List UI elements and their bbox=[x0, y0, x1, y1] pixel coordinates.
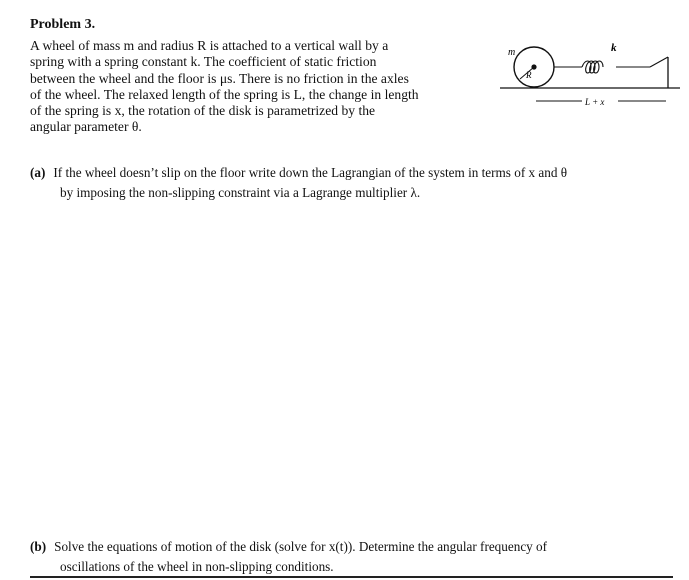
statement-line: of the spring is x, the rotation of the disk is parametrized by the bbox=[30, 103, 376, 119]
part-a-line-1 bbox=[30, 163, 670, 183]
problem-title: Problem 3. bbox=[30, 17, 96, 32]
wheel-spring-diagram bbox=[490, 35, 689, 115]
part-a bbox=[30, 163, 670, 203]
problem-statement bbox=[30, 38, 500, 136]
part-b-text-1: Solve the equations of motion of the disk (solve for x(t)). Determine the angular frequency of bbox=[54, 539, 548, 554]
part-b-line-1 bbox=[30, 537, 670, 557]
part-b-tag: (b) bbox=[30, 539, 47, 554]
spring-segment bbox=[650, 57, 668, 67]
spring-constant-label: k bbox=[611, 42, 617, 54]
part-b bbox=[30, 537, 670, 577]
statement-line: between the wheel and the floor is μs. There is no friction in the axles bbox=[30, 70, 409, 86]
bottom-rule bbox=[30, 576, 673, 578]
part-b-text-2: oscillations of the wheel in non-slipping conditions. bbox=[60, 559, 334, 574]
part-a-tag: (a) bbox=[30, 165, 46, 180]
statement-line: A wheel of mass m and radius R is attached to a vertical wall by a bbox=[30, 38, 389, 53]
radius-label: R bbox=[526, 70, 532, 80]
part-a-text-1: If the wheel doesn’t slip on the floor write down the Lagrangian of the system in terms of x and θ bbox=[53, 165, 568, 180]
part-a-text-2: by imposing the non-slipping constraint via a Lagrange multiplier λ. bbox=[60, 185, 421, 200]
mass-label: m bbox=[508, 47, 516, 58]
statement-line: angular parameter θ. bbox=[30, 119, 142, 135]
spring-coils bbox=[582, 61, 603, 73]
statement-line: of the wheel. The relaxed length of the spring is L, the change in length bbox=[30, 86, 419, 102]
statement-line: spring with a spring constant k. The coefficient of static friction bbox=[30, 54, 377, 70]
length-label: L + x bbox=[585, 97, 605, 107]
